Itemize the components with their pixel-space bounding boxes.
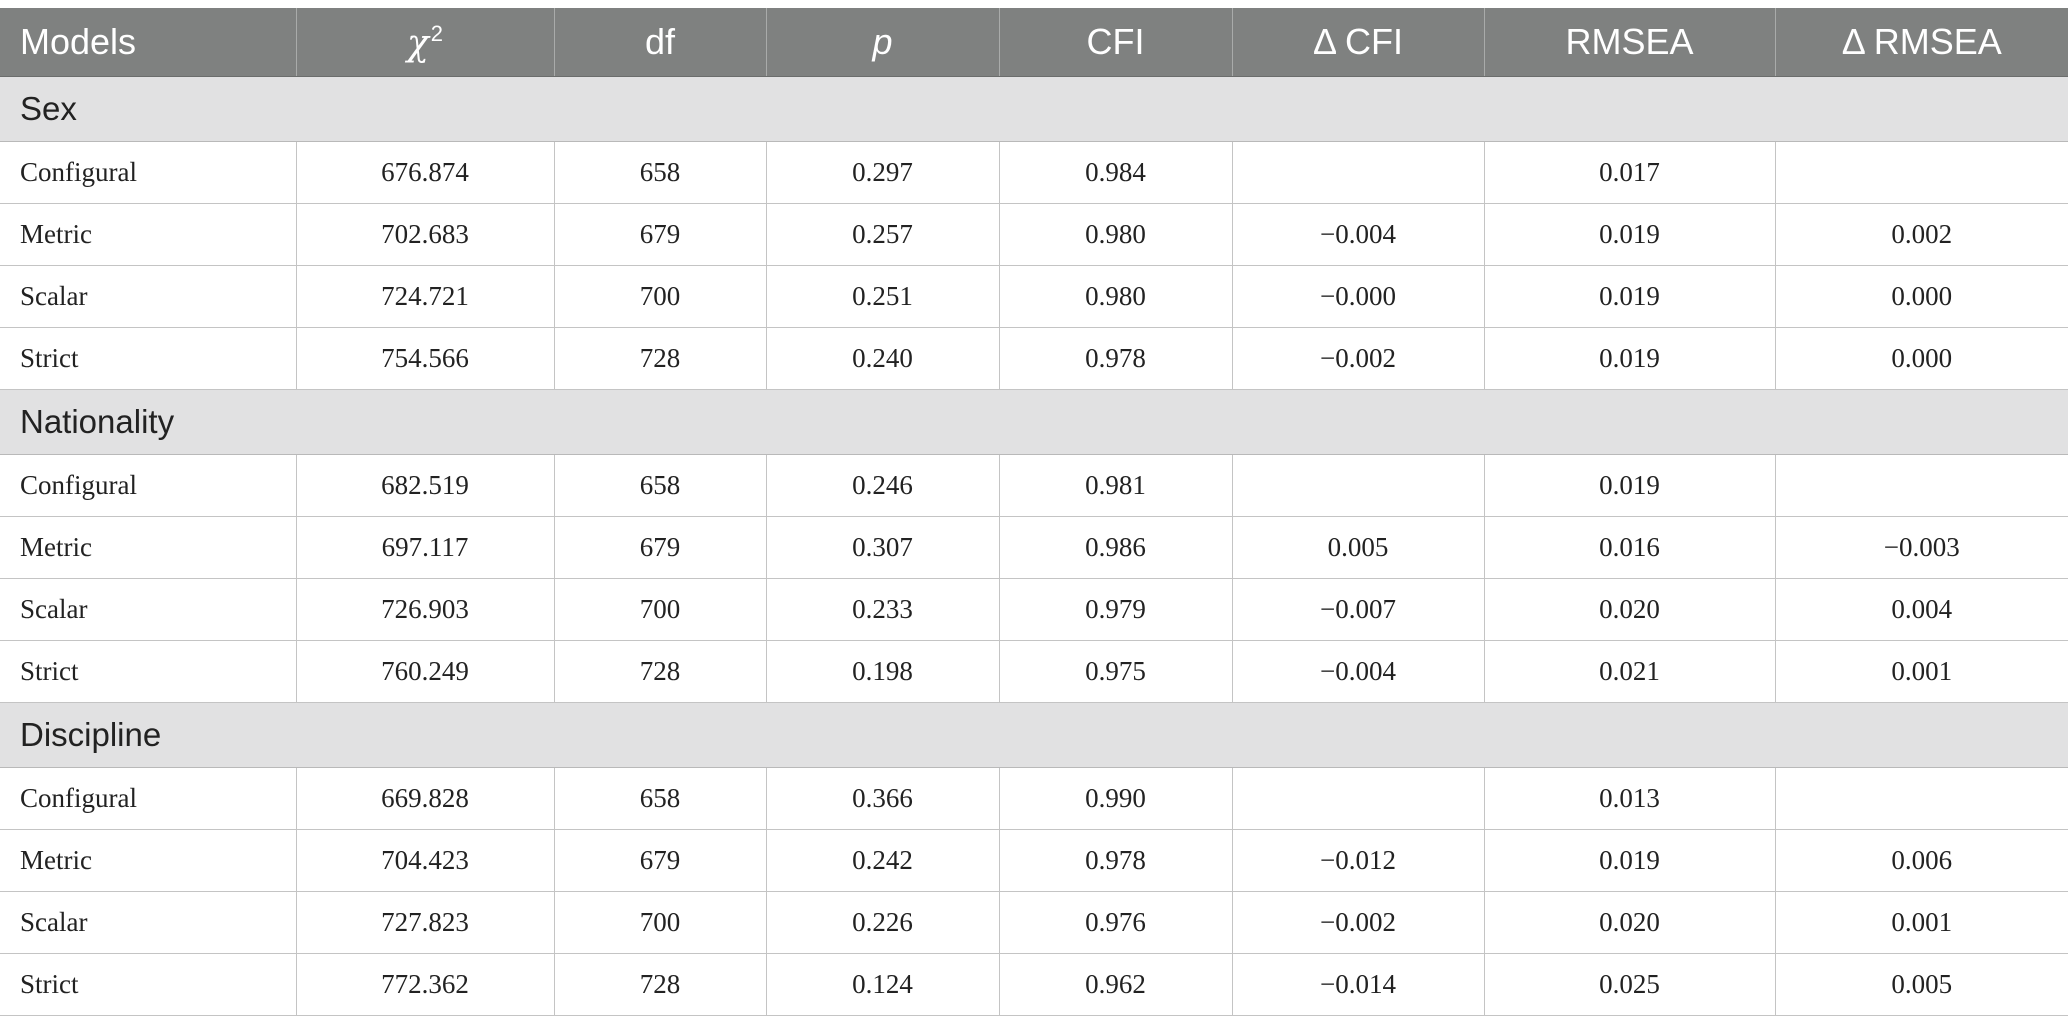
group-row-sex — [0, 77, 2068, 142]
cell-df: 700 — [554, 266, 766, 328]
table-row — [0, 579, 2068, 641]
cell-delta-rmsea: 0.006 — [1775, 830, 2068, 892]
cell-chi-square: 724.721 — [296, 266, 554, 328]
cell-delta-cfi — [1232, 142, 1484, 204]
cell-delta-cfi: 0.005 — [1232, 517, 1484, 579]
header-delta-rmsea: Δ RMSEA — [1775, 8, 2068, 77]
cell-chi-square: 772.362 — [296, 954, 554, 1016]
header-p: p — [766, 8, 999, 77]
header-df: df — [554, 8, 766, 77]
cell-p: 0.257 — [766, 204, 999, 266]
header-row — [0, 8, 2068, 77]
cell-delta-rmsea: 0.000 — [1775, 328, 2068, 390]
cell-delta-rmsea: 0.002 — [1775, 204, 2068, 266]
cell-chi-square: 727.823 — [296, 892, 554, 954]
table-container — [0, 8, 2068, 1016]
table-row — [0, 892, 2068, 954]
table-row — [0, 768, 2068, 830]
cell-cfi: 0.986 — [999, 517, 1232, 579]
cell-rmsea: 0.020 — [1484, 892, 1775, 954]
cell-cfi: 0.990 — [999, 768, 1232, 830]
cell-df: 728 — [554, 954, 766, 1016]
cell-model: Configural — [0, 455, 296, 517]
cell-delta-rmsea — [1775, 768, 2068, 830]
table-header — [0, 8, 2068, 77]
chi-symbol: χ — [406, 22, 429, 64]
cell-delta-cfi: −0.000 — [1232, 266, 1484, 328]
cell-p: 0.251 — [766, 266, 999, 328]
cell-rmsea: 0.019 — [1484, 266, 1775, 328]
cell-delta-cfi: −0.002 — [1232, 892, 1484, 954]
cell-p: 0.233 — [766, 579, 999, 641]
cell-cfi: 0.962 — [999, 954, 1232, 1016]
cell-model: Strict — [0, 641, 296, 703]
cell-rmsea: 0.013 — [1484, 768, 1775, 830]
group-label: Nationality — [0, 390, 2068, 455]
cell-delta-rmsea: 0.005 — [1775, 954, 2068, 1016]
table-row — [0, 954, 2068, 1016]
cell-model: Scalar — [0, 579, 296, 641]
cell-chi-square: 669.828 — [296, 768, 554, 830]
cell-p: 0.307 — [766, 517, 999, 579]
cell-rmsea: 0.021 — [1484, 641, 1775, 703]
table-row — [0, 830, 2068, 892]
cell-chi-square: 726.903 — [296, 579, 554, 641]
cell-cfi: 0.980 — [999, 204, 1232, 266]
cell-df: 658 — [554, 142, 766, 204]
table-row — [0, 517, 2068, 579]
cell-cfi: 0.980 — [999, 266, 1232, 328]
cell-df: 679 — [554, 830, 766, 892]
cell-delta-rmsea — [1775, 142, 2068, 204]
cell-df: 700 — [554, 892, 766, 954]
cell-df: 679 — [554, 204, 766, 266]
cell-df: 679 — [554, 517, 766, 579]
cell-cfi: 0.976 — [999, 892, 1232, 954]
invariance-table — [0, 8, 2068, 1016]
cell-p: 0.226 — [766, 892, 999, 954]
header-rmsea: RMSEA — [1484, 8, 1775, 77]
cell-df: 728 — [554, 328, 766, 390]
table-row — [0, 266, 2068, 328]
cell-chi-square: 760.249 — [296, 641, 554, 703]
cell-delta-rmsea: 0.000 — [1775, 266, 2068, 328]
cell-delta-cfi: −0.004 — [1232, 204, 1484, 266]
cell-df: 658 — [554, 768, 766, 830]
cell-rmsea: 0.017 — [1484, 142, 1775, 204]
cell-chi-square: 697.117 — [296, 517, 554, 579]
group-label: Discipline — [0, 703, 2068, 768]
cell-rmsea: 0.019 — [1484, 204, 1775, 266]
table-row — [0, 204, 2068, 266]
cell-chi-square: 704.423 — [296, 830, 554, 892]
cell-model: Scalar — [0, 892, 296, 954]
cell-delta-cfi: −0.007 — [1232, 579, 1484, 641]
group-row-discipline — [0, 703, 2068, 768]
cell-cfi: 0.981 — [999, 455, 1232, 517]
cell-delta-rmsea: 0.001 — [1775, 892, 2068, 954]
cell-p: 0.240 — [766, 328, 999, 390]
table-row — [0, 455, 2068, 517]
cell-model: Metric — [0, 830, 296, 892]
cell-chi-square: 754.566 — [296, 328, 554, 390]
cell-delta-rmsea — [1775, 455, 2068, 517]
table-row — [0, 641, 2068, 703]
cell-delta-cfi: −0.004 — [1232, 641, 1484, 703]
chi-superscript: 2 — [430, 20, 444, 46]
cell-chi-square: 702.683 — [296, 204, 554, 266]
cell-df: 728 — [554, 641, 766, 703]
cell-p: 0.198 — [766, 641, 999, 703]
cell-cfi: 0.978 — [999, 830, 1232, 892]
cell-rmsea: 0.019 — [1484, 328, 1775, 390]
cell-delta-rmsea: −0.003 — [1775, 517, 2068, 579]
cell-cfi: 0.975 — [999, 641, 1232, 703]
cell-df: 658 — [554, 455, 766, 517]
cell-cfi: 0.978 — [999, 328, 1232, 390]
cell-model: Scalar — [0, 266, 296, 328]
cell-rmsea: 0.025 — [1484, 954, 1775, 1016]
cell-delta-cfi: −0.014 — [1232, 954, 1484, 1016]
cell-cfi: 0.979 — [999, 579, 1232, 641]
cell-rmsea: 0.019 — [1484, 830, 1775, 892]
cell-model: Metric — [0, 517, 296, 579]
table-body — [0, 77, 2068, 1016]
cell-delta-rmsea: 0.004 — [1775, 579, 2068, 641]
cell-delta-rmsea: 0.001 — [1775, 641, 2068, 703]
cell-delta-cfi — [1232, 455, 1484, 517]
table-row — [0, 328, 2068, 390]
cell-delta-cfi: −0.012 — [1232, 830, 1484, 892]
cell-df: 700 — [554, 579, 766, 641]
header-cfi: CFI — [999, 8, 1232, 77]
cell-model: Strict — [0, 328, 296, 390]
cell-delta-cfi — [1232, 768, 1484, 830]
cell-p: 0.297 — [766, 142, 999, 204]
header-models: Models — [0, 8, 296, 77]
cell-p: 0.242 — [766, 830, 999, 892]
cell-chi-square: 676.874 — [296, 142, 554, 204]
cell-p: 0.366 — [766, 768, 999, 830]
group-label: Sex — [0, 77, 2068, 142]
cell-p: 0.246 — [766, 455, 999, 517]
cell-rmsea: 0.016 — [1484, 517, 1775, 579]
cell-rmsea: 0.019 — [1484, 455, 1775, 517]
cell-delta-cfi: −0.002 — [1232, 328, 1484, 390]
cell-model: Configural — [0, 142, 296, 204]
header-delta-cfi: Δ CFI — [1232, 8, 1484, 77]
cell-model: Strict — [0, 954, 296, 1016]
cell-cfi: 0.984 — [999, 142, 1232, 204]
cell-model: Metric — [0, 204, 296, 266]
table-row — [0, 142, 2068, 204]
cell-rmsea: 0.020 — [1484, 579, 1775, 641]
cell-chi-square: 682.519 — [296, 455, 554, 517]
cell-p: 0.124 — [766, 954, 999, 1016]
cell-model: Configural — [0, 768, 296, 830]
group-row-nationality — [0, 390, 2068, 455]
header-chi-square — [296, 8, 554, 77]
